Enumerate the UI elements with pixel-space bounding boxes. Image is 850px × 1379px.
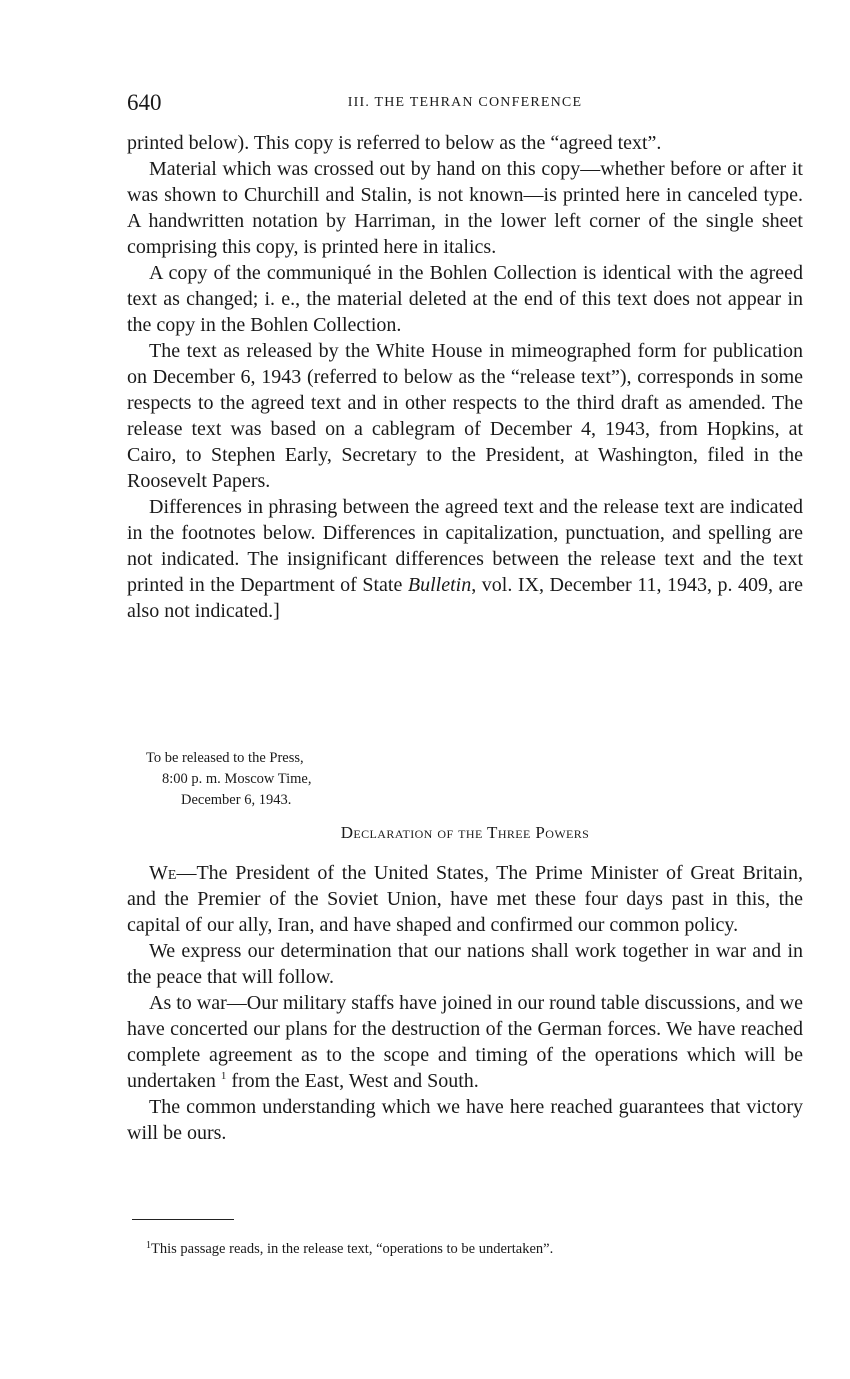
declaration-paragraph-4: The common understanding which we have here reached guarantees that victory will be ours. [127,1096,803,1144]
footnote-divider [132,1219,234,1220]
declaration-paragraph-3-end: from the East, West and South. [226,1070,479,1092]
intro-paragraph-3: A copy of the communiqué in the Bohlen Collection is identical with the agreed text as changed; i. e., the material deleted at the end of this text does not appear in the copy in the Bohlen Collection. [127,262,803,336]
declaration-paragraph-1 [127,860,803,938]
running-header [127,88,803,118]
page-number: 640 [127,90,162,115]
footnote [146,1238,803,1260]
intro-paragraph-4: The text as released by the White House in mimeographed form for publication on December 6, 1943 (referred to below as the “release text”), corresponds in some respects to the agreed text and in other respects to the third draft as amended. The release text was based on a cablegram of December 4, 1943, from Hopkins, at Cairo, to Stephen Early, Secretary to the President, at Washington, filed in the Roosevelt Papers. [127,340,803,492]
bulletin-title: Bulletin [407,574,472,596]
declaration-paragraph-1-text: —The President of the United States, The Prime Minister of Great Britain, and the Premier of the Soviet Union, have met these four days past in this, the capital of our ally, Iran, and have shaped and confirmed our common policy. [127,862,803,936]
declaration-paragraph-3-start: As to war—Our military staffs have joined in our round table discussions, and we have concerted our plans for the destruction of the German forces. We have reached complete agreement as to the scope and timing of the operations which will be undertaken [127,992,803,1092]
press-release-note [146,748,546,811]
release-note-line-2: 8:00 p. m. Moscow Time, [162,771,312,787]
intro-paragraph-1: printed below). This copy is referred to below as the “agreed text”. [127,132,662,154]
release-note-line-1: To be released to the Press, [146,750,304,766]
declaration-body [127,860,803,1146]
intro-paragraph-5-end: , vol. IX, December 11, 1943, p. 409, are also not indicated.] [127,574,804,622]
declaration-title: Declaration of the Three Powers [340,823,590,842]
editorial-introduction [127,130,803,624]
declaration-lead-word: We [149,862,177,884]
release-note-line-3: December 6, 1943. [181,792,292,808]
footnote-text: This passage reads, in the release text, “operations to be undertaken”. [151,1241,554,1257]
footnote-reference[interactable]: 1 [220,1070,227,1082]
declaration-paragraph-2: We express our determination that our nations shall work together in war and in the peace that will follow. [127,940,803,988]
declaration-paragraph-3 [127,990,803,1094]
intro-paragraph-2: Material which was crossed out by hand on this copy—whether before or after it was shown to Churchill and Stalin, is not known—is printed here in canceled type. A handwritten notation by Harriman, in the lower left corner of the single sheet comprising this copy, is printed here in italics. [127,158,803,258]
intro-paragraph-5 [127,494,803,624]
running-title: III. THE TEHRAN CONFERENCE [347,95,583,110]
intro-paragraph-5-start: Differences in phrasing between the agreed text and the release text are indicated in the footnotes below. Differences in capitalization, punctuation, and spelling are not indicated. The insignificant differences between the release text and the text printed in the Department of State [127,496,803,596]
footnote-marker: 1 [146,1240,151,1251]
